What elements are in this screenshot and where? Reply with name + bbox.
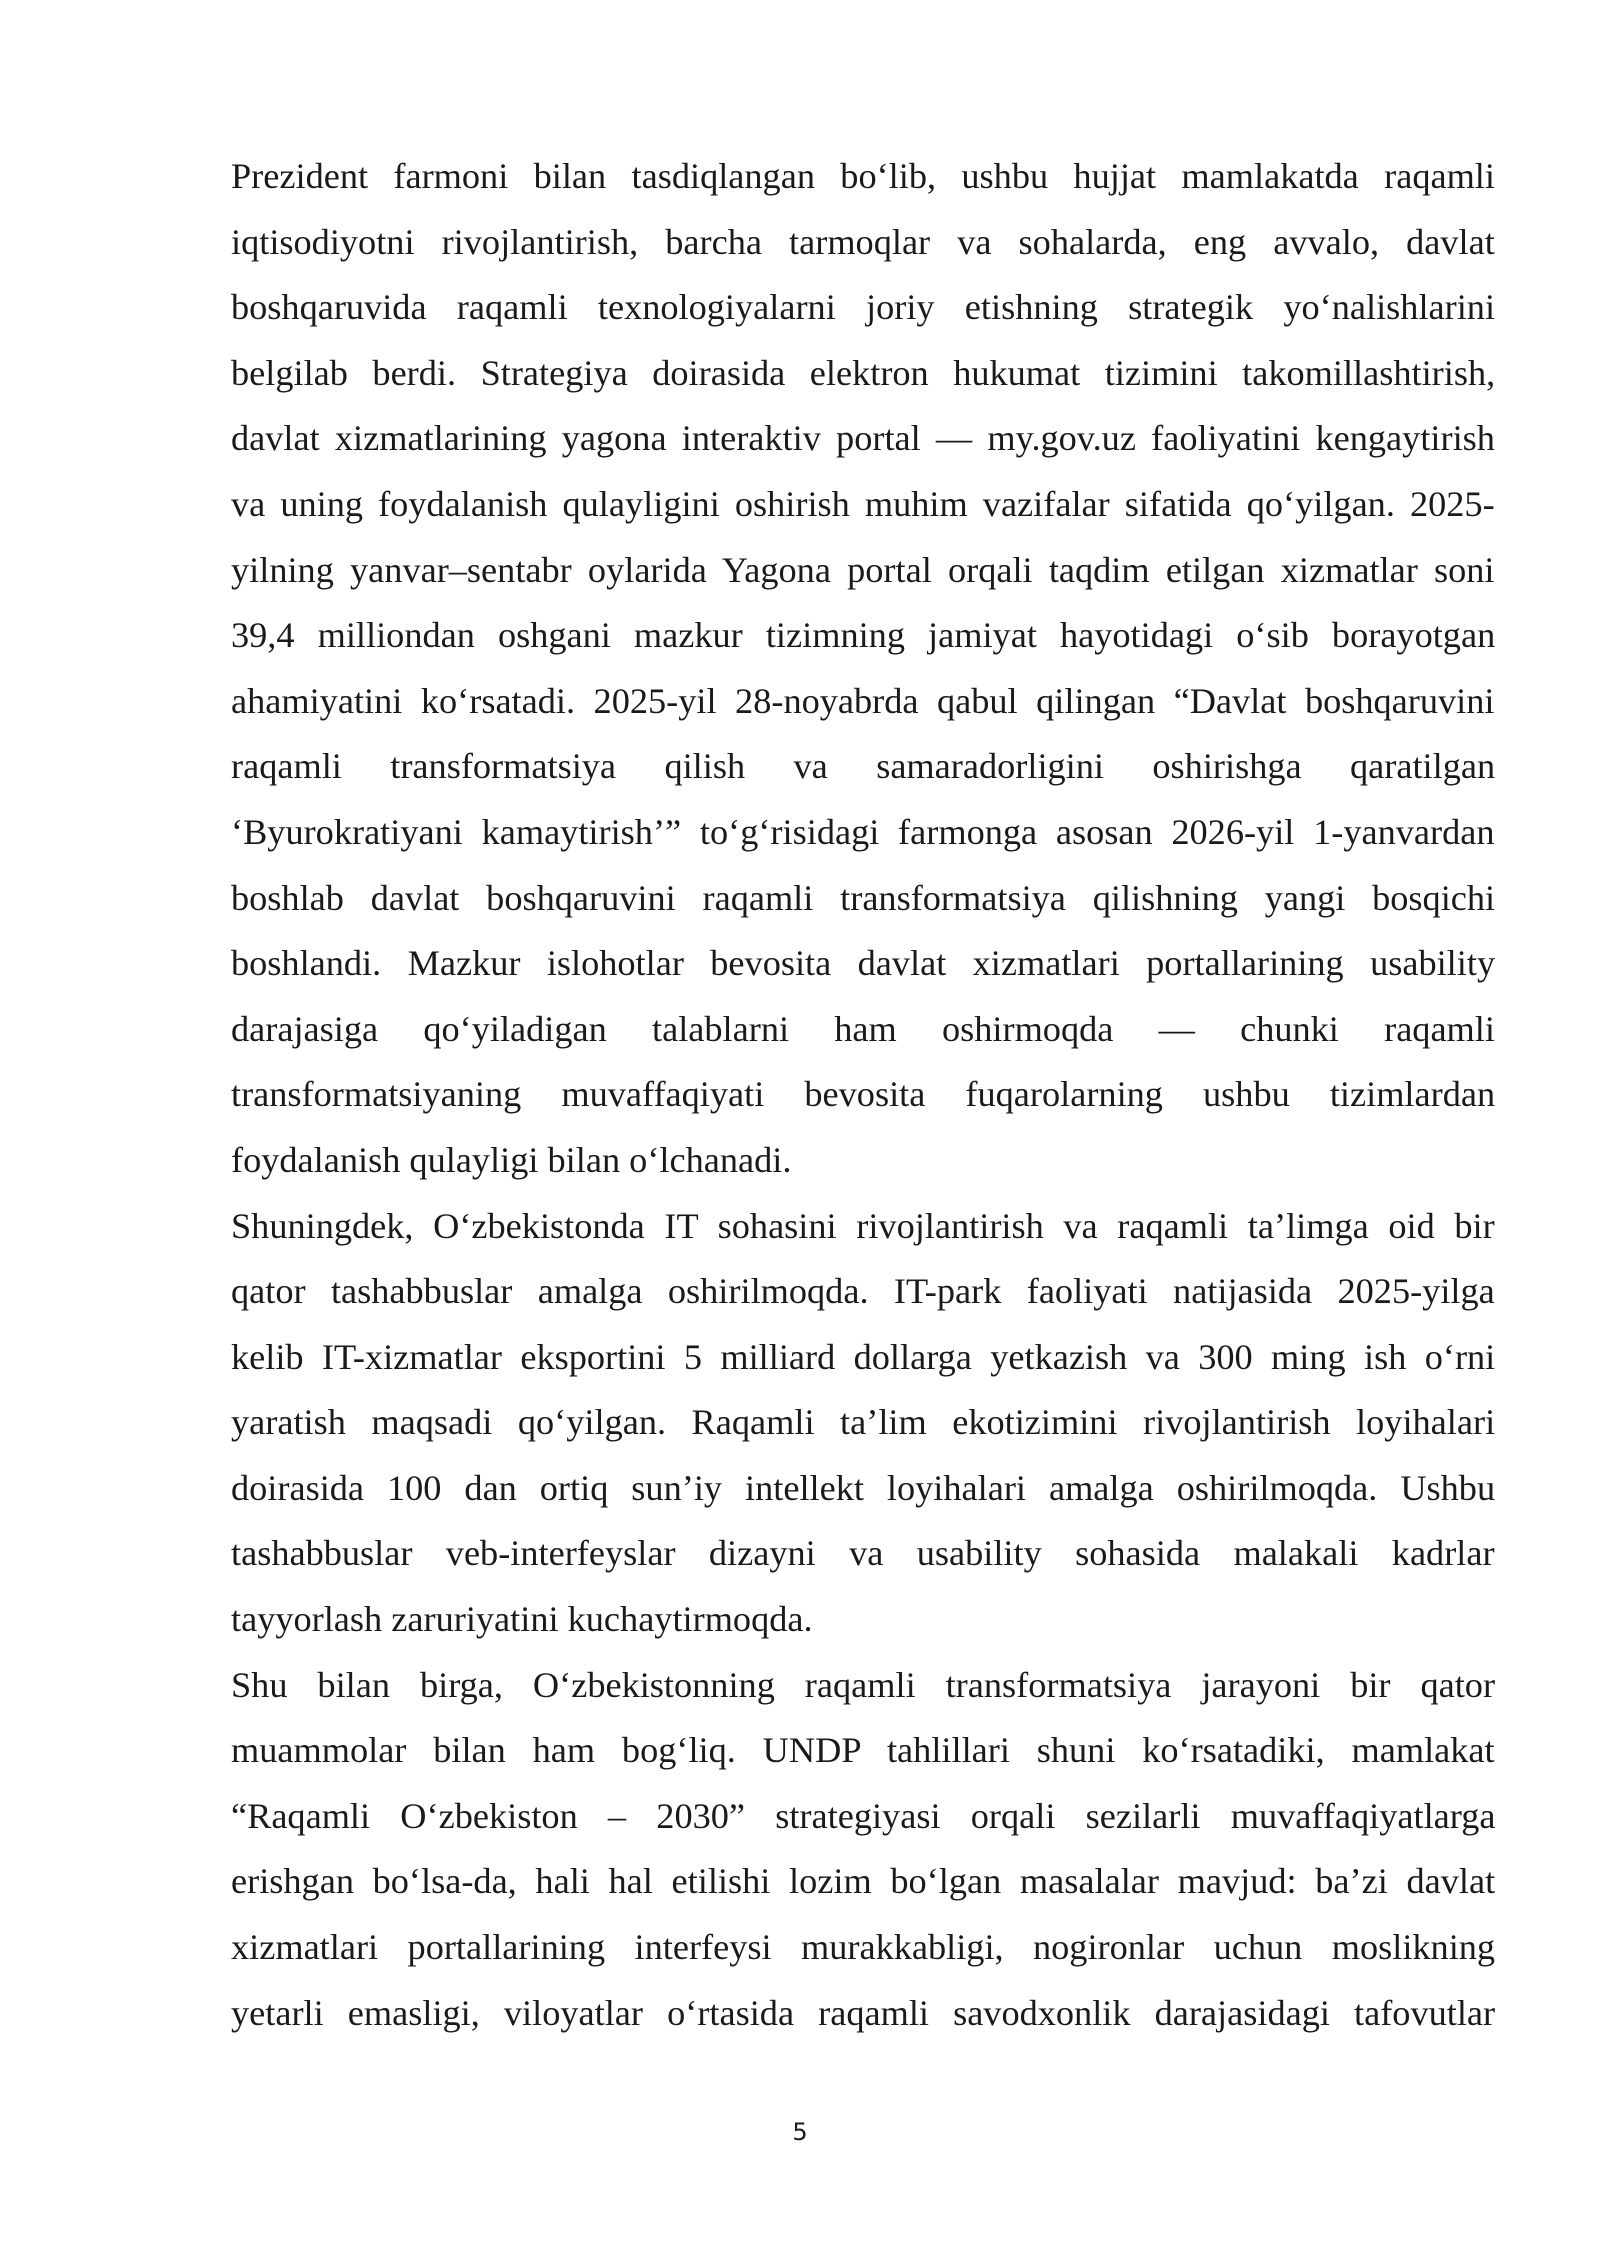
text-line: iqtisodiyotni rivojlantirish, barcha tarmoqlar va sohalarda, eng avvalo, davlat bbox=[231, 221, 1495, 262]
text-line: Prezident farmoni bilan tasdiqlangan boʻlib, ushbu hujjat mamlakatda raqamli bbox=[231, 156, 1495, 196]
text-line: “Raqamli Oʻzbekiston – 2030” strategiyasi orqali sezilarli muvaffaqiyatlarga bbox=[231, 1795, 1496, 1836]
text-line: xizmatlari portallarining interfeysi murakkabligi, nogironlar uchun moslikning bbox=[231, 1927, 1496, 1968]
text-line: yilning yanvar–sentabr oylarida Yagona portal orqali taqdim etilgan xizmatlar soni bbox=[231, 549, 1495, 590]
text-line: 39,4 milliondan oshgani mazkur tizimning jamiyat hayotidagi oʻsib borayotgan bbox=[231, 615, 1496, 656]
page-number: 5 bbox=[792, 2118, 808, 2146]
text-line: qator tashabbuslar amalga oshirilmoqda. IT-park faoliyati natijasida 2025-yilga bbox=[231, 1271, 1495, 1312]
text-line: yaratish maqsadi qoʻyilgan. Raqamli taʼlim ekotizimini rivojlantirish loyihalari bbox=[231, 1402, 1496, 1443]
text-line: tayyorlash zaruriyatini kuchaytirmoqda. bbox=[231, 1599, 813, 1640]
text-line: doirasida 100 dan ortiq sunʼiy intellekt loyihalari amalga oshirilmoqda. Ushbu bbox=[231, 1467, 1496, 1508]
text-line: belgilab berdi. Strategiya doirasida elektron hukumat tizimini takomillashtirish, bbox=[231, 352, 1496, 393]
text-line: boshqaruvida raqamli texnologiyalarni joriy etishning strategik yoʻnalishlarini bbox=[231, 287, 1496, 328]
text-line: transformatsiyaning muvaffaqiyati bevosita fuqarolarning ushbu tizimlardan bbox=[231, 1074, 1496, 1115]
text-line: boshlab davlat boshqaruvini raqamli transformatsiya qilishning yangi bosqichi bbox=[231, 877, 1496, 918]
text-line: Shuningdek, Oʻzbekistonda IT sohasini rivojlantirish va raqamli taʼlimga oid bir bbox=[231, 1205, 1495, 1246]
text-line: davlat xizmatlarining yagona interaktiv portal — my.gov.uz faoliyatini kengaytirish bbox=[231, 418, 1495, 459]
body-text bbox=[231, 150, 1495, 2052]
text-line: va uning foydalanish qulayligini oshirish muhim vazifalar sifatida qoʻyilgan. 2025- bbox=[231, 483, 1495, 524]
text-line: ‘Byurokratiyani kamaytirish’” toʻgʻrisidagi farmonga asosan 2026-yil 1-yanvardan bbox=[231, 811, 1495, 852]
text-line: Shu bilan birga, Oʻzbekistonning raqamli transformatsiya jarayoni bir qator bbox=[231, 1664, 1496, 1705]
text-line: foydalanish qulayligi bilan oʻlchanadi. bbox=[231, 1139, 792, 1180]
text-line: kelib IT-xizmatlar eksportini 5 milliard dollarga yetkazish va 300 ming ish oʻrni bbox=[231, 1336, 1496, 1377]
text-line: tashabbuslar veb-interfeyslar dizayni va usability sohasida malakali kadrlar bbox=[231, 1533, 1495, 1574]
text-line: yetarli emasligi, viloyatlar oʻrtasida raqamli savodxonlik darajasidagi tafovutlar bbox=[231, 1992, 1496, 2033]
text-line: muammolar bilan ham bogʻliq. UNDP tahlillari shuni koʻrsatadiki, mamlakat bbox=[231, 1730, 1495, 1771]
text-line: darajasiga qoʻyiladigan talablarni ham oshirmoqda — chunki raqamli bbox=[231, 1008, 1495, 1049]
text-line: boshlandi. Mazkur islohotlar bevosita davlat xizmatlari portallarining usability bbox=[231, 943, 1496, 984]
text-line: erishgan boʻlsa-da, hali hal etilishi lozim boʻlgan masalalar mavjud: baʼzi davlat bbox=[231, 1861, 1496, 1902]
text-line: ahamiyatini koʻrsatadi. 2025-yil 28-noyabrda qabul qilingan “Davlat boshqaruvini bbox=[231, 680, 1495, 721]
text-line: raqamli transformatsiya qilish va samaradorligini oshirishga qaratilgan bbox=[231, 746, 1496, 787]
